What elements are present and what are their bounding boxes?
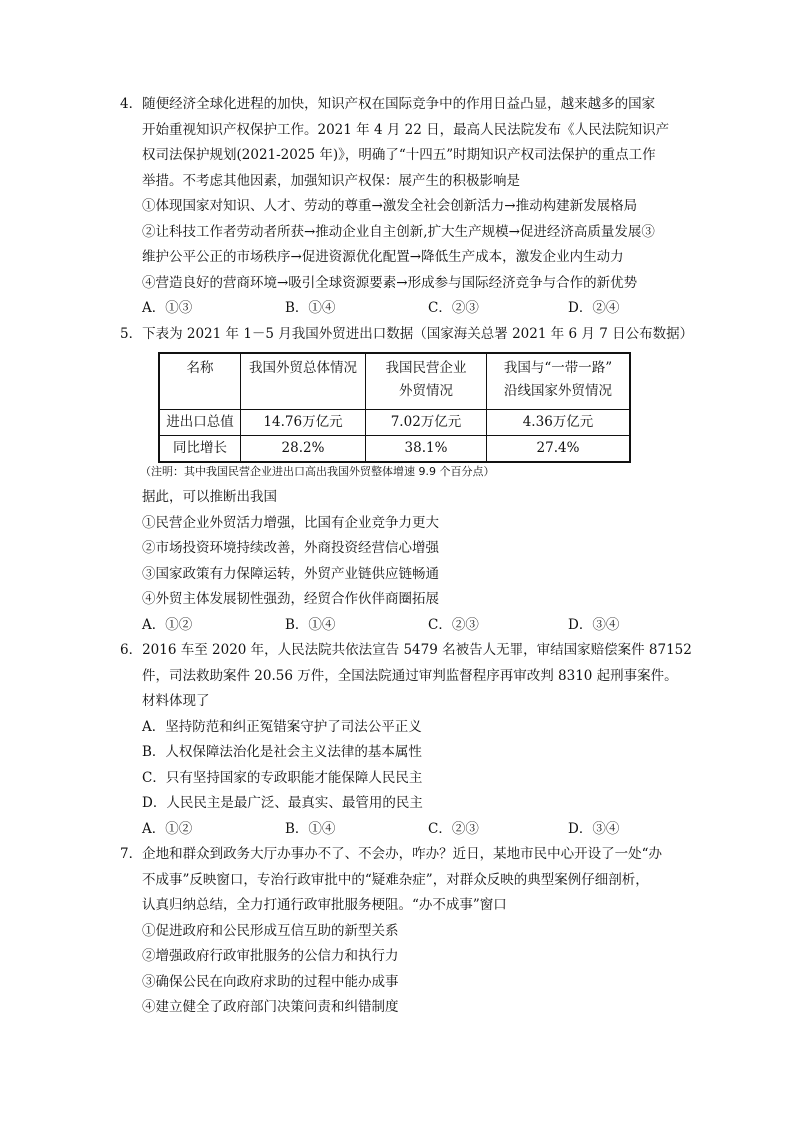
q4-stem-line: 权司法保护规划(2021-2025 年)》，明确了“十四五”时期知识产权司法保护的重点工作	[142, 147, 656, 163]
q4-stem-line: 4．随便经济全球化进程的加快，知识产权在国际竞争中的作用日益凸显，越来越多的国家	[120, 96, 656, 112]
q5-statement: ②市场投资环境持续改善，外商投资经营信心增强	[142, 540, 439, 556]
q4-option-b[interactable]: B．①④	[285, 300, 336, 316]
q4-statement: 维护公平公正的市场秩序→促进资源优化配置→降低生产成本，激发企业内生动力	[142, 249, 624, 265]
q5-prompt: 据此，可以推断出我国	[142, 489, 277, 505]
question-4	[120, 92, 680, 322]
q5-statement: ①民营企业外贸活力增强，比国有企业竞争力更大	[142, 514, 439, 531]
trade-data-table	[158, 352, 631, 463]
q5-option-c[interactable]: C．②③	[428, 616, 479, 633]
table-cell: 进出口总值	[159, 410, 241, 436]
table-header-cell: 名称	[159, 353, 241, 410]
table-cell: 38.1%	[366, 436, 487, 463]
q7-statement: ①促进政府和公民形成互信互助的新型关系	[142, 922, 399, 939]
q6-option-a[interactable]: A．①②	[142, 820, 193, 837]
q4-option-d[interactable]: D．②④	[568, 300, 620, 316]
q5-option-d[interactable]: D．③④	[568, 616, 620, 633]
q4-statement: ①体现国家对知识、人才、劳动的尊重→激发全社会创新活力→推动构建新发展格局	[142, 198, 638, 214]
table-row	[159, 410, 630, 436]
q5-option-a[interactable]: A．①②	[142, 616, 193, 633]
table-header-cell: 我国民营企业 外贸情况	[366, 353, 487, 410]
question-5-stem	[120, 322, 694, 348]
question-5-body	[120, 485, 680, 638]
q7-stem-line: 不成事”反映窗口，专治行政审批中的“疑难杂症”，对群众反映的典型案例仔细剖析，	[142, 871, 649, 888]
q6-statement: A．坚持防范和纠正冤错案守护了司法公平正义	[142, 718, 422, 735]
q6-statement: B．人权保障法治化是社会主义法律的基本属性	[142, 744, 422, 760]
q6-option-c[interactable]: C．②③	[428, 820, 479, 837]
q5-option-b[interactable]: B．①④	[285, 616, 336, 633]
table-cell: 4.36万亿元	[487, 410, 631, 436]
q6-option-d[interactable]: D．③④	[568, 820, 620, 837]
q4-option-a[interactable]: A．①③	[142, 300, 193, 316]
q7-statement: ③确保公民在向政府求助的过程中能办成事	[142, 973, 399, 990]
q5-statement: ③国家政策有力保障运转，外贸产业链供应链畅通	[142, 565, 439, 582]
q7-statement: ②增强政府行政审批服务的公信力和执行力	[142, 948, 399, 964]
q6-stem-line: 材料体现了	[142, 693, 210, 709]
q4-statement: ④营造良好的营商环境→吸引全球资源要素→形成参与国际经济竞争与合作的新优势	[142, 274, 638, 291]
q4-stem-line: 举措。不考虑其他因素，加强知识产权保：展产生的积极影响是	[142, 172, 520, 189]
q4-stem-line: 开始重视知识产权保护工作。2021 年 4 月 22 日，最高人民法院发布《人民法院知识产	[142, 121, 670, 138]
table-cell: 28.2%	[241, 436, 366, 463]
q6-stem-line: 6．2016 车至 2020 年，人民法院共依法宣告 5479 名被告人无罪，审结国家赔偿案件 87152	[120, 642, 692, 658]
q6-options	[120, 817, 680, 843]
table-cell: 7.02万亿元	[366, 410, 487, 436]
table-cell: 27.4%	[487, 436, 631, 463]
question-6	[120, 638, 692, 842]
q5-options	[120, 613, 680, 639]
q5-statement: ④外贸主体发展韧性强劲，经贸合作伙伴商圈拓展	[142, 591, 439, 607]
table-header-row	[159, 353, 630, 410]
table-cell: 14.76万亿元	[241, 410, 366, 436]
q7-stem-line: 7．企地和群众到政务大厅办事办不了、不会办，咋办？近日，某地市民中心开设了一处“办	[120, 846, 662, 862]
question-7	[120, 842, 680, 1021]
table-note: （注明：其中我国民营企业进出口高出我国外贸整体增速 9.9 个百分点）	[140, 465, 495, 478]
q6-stem-line: 件，司法救助案件 20.56 万件，全国法院通过审判监督程序再审改判 8310 起刑事案件。	[142, 667, 678, 684]
q6-statement: C．只有坚持国家的专政职能才能保障人民民主	[142, 769, 423, 786]
table-cell: 同比增长	[159, 436, 241, 463]
table-header-cell: 我国外贸总体情况	[241, 353, 366, 410]
q4-option-c[interactable]: C．②③	[428, 300, 479, 316]
q5-stem-line: 5．下表为 2021 年 1－5 月我国外贸进出口数据（国家海关总署 2021 年 6 月 7 日公布数据）	[120, 326, 694, 342]
q7-statement: ④建立健全了政府部门决策问责和纠错制度	[142, 999, 399, 1015]
q4-options	[120, 296, 680, 322]
q6-statement: D．人民民主是最广泛、最真实、最管用的民主	[142, 795, 423, 811]
q6-option-b[interactable]: B．①④	[285, 820, 336, 837]
table-header-cell: 我国与“一带一路” 沿线国家外贸情况	[487, 353, 631, 410]
table-row	[159, 436, 630, 463]
q4-statement: ②让科技工作者劳动者所获→推动企业自主创新,扩大生产规模→促进经济高质量发展③	[142, 223, 655, 240]
q7-stem-line: 认真归纳总结，全力打通行政审批服务梗阻。“办不成事”窗口	[142, 897, 507, 913]
